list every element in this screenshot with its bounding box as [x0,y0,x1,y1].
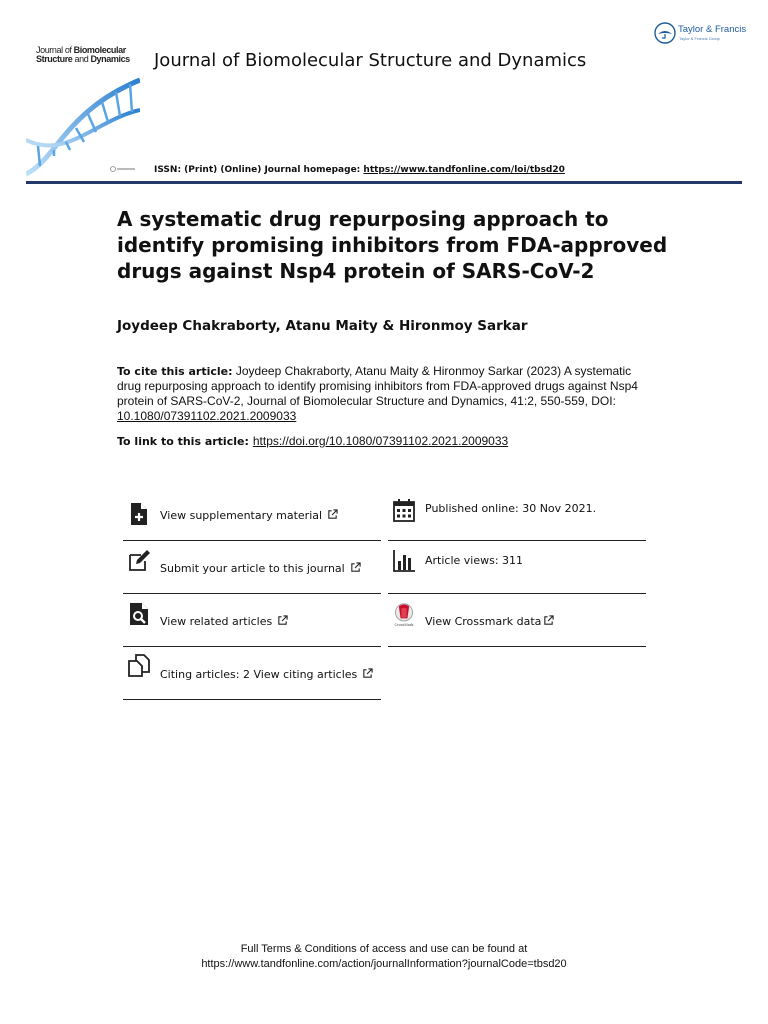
crossmark-icon-label: CrossMark [394,623,414,627]
related-articles-link[interactable] [123,594,381,647]
bar-chart-icon [392,549,416,573]
header-divider [26,181,742,184]
terms-footer [0,942,768,972]
cover-title: Journal of Biomolecular Structure and Dynamics [36,45,130,64]
journal-homepage-link[interactable]: https://www.tandfonline.com/loi/tbsd20 [363,165,565,175]
footer-terms-link[interactable]: https://www.tandfonline.com/action/journalInformation?journalCode=tbsd20 [201,958,567,970]
cover-publisher-logo-icon [110,166,136,172]
external-link-icon [543,615,554,626]
link-label: To link to this article: [117,435,249,448]
search-document-icon [127,602,151,626]
cite-doi-link[interactable]: 10.1080/07391102.2021.2009033 [117,409,297,423]
publisher-name: Taylor & Francis [678,24,747,35]
taylor-francis-logo-icon [654,22,676,44]
publisher-group: Taylor & Francis Group [679,36,720,41]
crossmark-icon [392,603,416,627]
article-authors: Joydeep Chakraborty, Atanu Maity & Hironmoy Sarkar [117,318,528,334]
published-online-info [388,488,646,541]
copy-documents-icon [127,653,151,677]
crossmark-label: View Crossmark data [425,615,542,628]
published-label: Published online: 30 Nov 2021. [425,502,597,515]
supplementary-label: View supplementary material [160,509,323,522]
article-doi-link[interactable]: https://doi.org/10.1080/07391102.2021.2009033 [252,434,509,448]
external-link-icon [350,562,361,573]
issn-line [154,165,565,175]
citing-label: Citing articles: 2 View citing articles [160,668,358,681]
submit-label: Submit your article to this journal [160,562,345,575]
calendar-icon [392,498,416,522]
publisher-logo[interactable] [654,22,750,48]
related-label: View related articles [160,615,273,628]
article-title: A systematic drug repurposing approach to identify promising inhibitors from FDA-approved drugs against Nsp4 protein of SARS-CoV-2 [117,207,668,283]
edit-icon [127,549,151,573]
journal-name[interactable]: Journal of Biomolecular Structure and Dynamics [154,50,587,71]
submit-article-link[interactable] [123,541,381,594]
dna-helix-icon [26,70,140,180]
external-link-icon [277,615,288,626]
citation [117,364,657,424]
article-link-line [117,434,508,448]
journal-cover [26,20,140,180]
crossmark-link[interactable] [388,594,646,647]
footer-line-1: Full Terms & Conditions of access and use can be found at [240,943,528,955]
external-link-icon [327,509,338,520]
issn-prefix: ISSN: (Print) (Online) Journal homepage: [154,165,364,175]
document-plus-icon [127,502,151,526]
external-link-icon [362,668,373,679]
cite-label: To cite this article: [117,365,233,378]
article-views-info [388,541,646,594]
views-label: Article views: 311 [425,554,524,567]
cite-text: Joydeep Chakraborty, Atanu Maity & Hironmoy Sarkar (2023) A systematic drug repurposing approach to identify promising inhibitors from FDA-approved drugs against Nsp4 protein of SARS-CoV-2, Journal of Biomolecular Structure and Dynamics, 41:2, 550-559, DOI: [117,364,638,408]
citing-articles-link[interactable] [123,647,381,700]
supplementary-material-link[interactable] [123,488,381,541]
